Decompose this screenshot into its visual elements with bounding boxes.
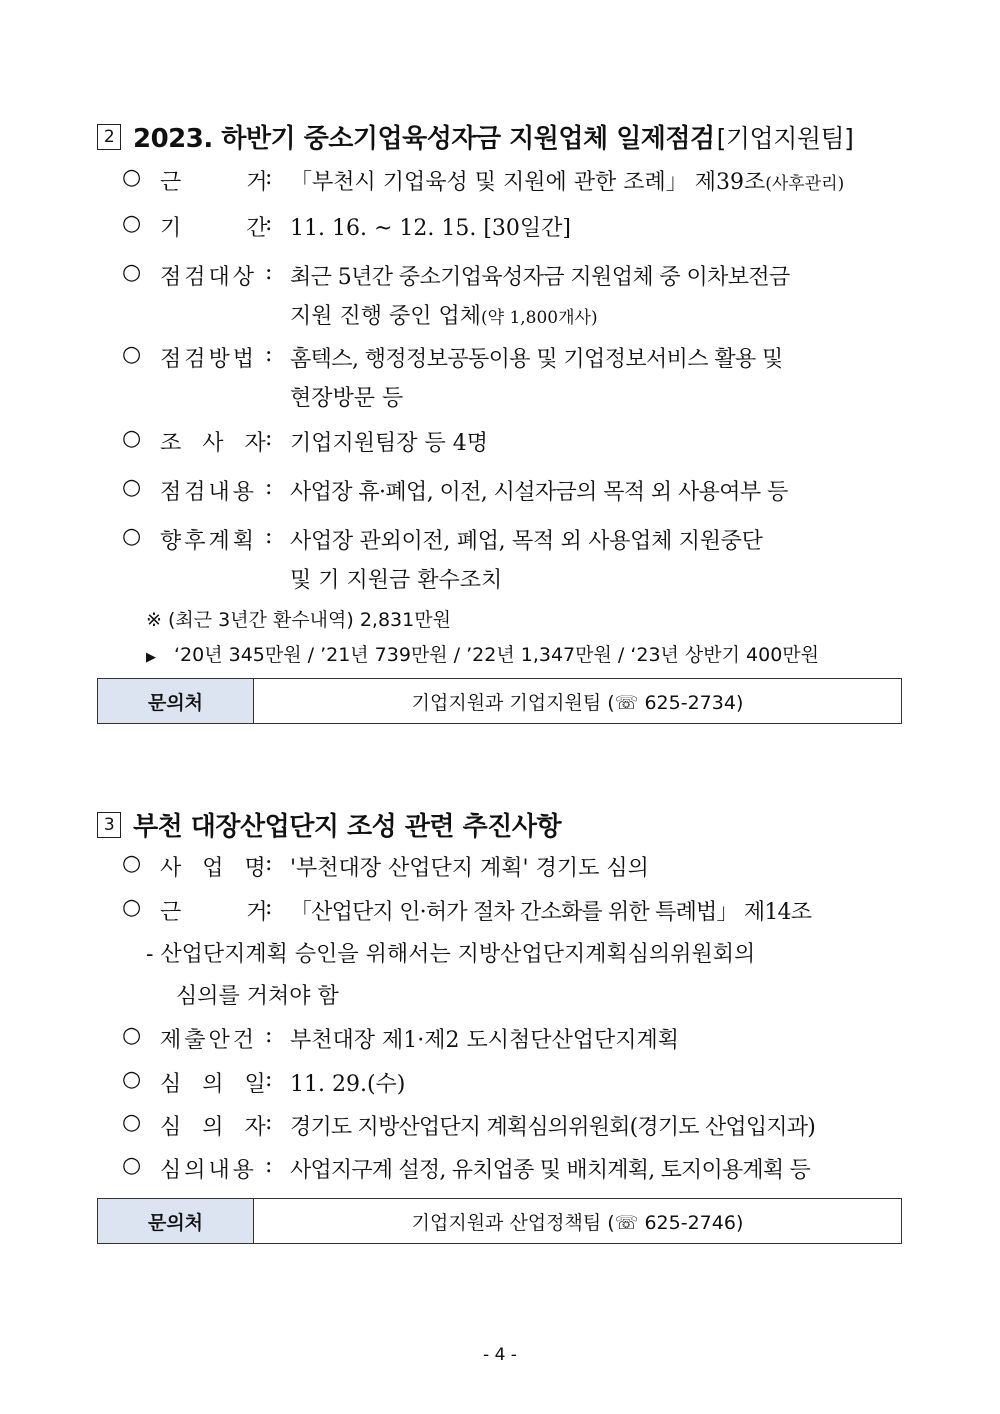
colon: :	[265, 260, 273, 285]
row-label: 심 의 일	[160, 1072, 266, 1097]
row-label: 향후계획	[160, 529, 258, 554]
section-2-heading	[97, 118, 853, 155]
row-label: 점검내용	[160, 480, 258, 505]
contact-box	[97, 678, 902, 724]
bullet-icon: ○	[122, 475, 142, 500]
colon: :	[265, 165, 273, 190]
bullet-icon: ○	[122, 342, 142, 367]
dash-note: - 산업단지계획 승인을 위해서는 지방산업단지계획심의위원회의	[146, 942, 756, 967]
row-label: 근 거	[160, 170, 268, 195]
row-label: 조 사 자	[160, 431, 266, 456]
bullet-icon: ○	[122, 1110, 142, 1135]
bullet-icon: ○	[122, 895, 142, 920]
colon: :	[265, 342, 273, 367]
row-value: 사업장 휴·폐업, 이전, 시설자금의 목적 외 사용여부 등	[290, 480, 788, 505]
row-value: 「부천시 기업육성 및 지원에 관한 조례」 제39조(사후관리)	[290, 170, 845, 195]
row-value: 사업장 관외이전, 폐업, 목적 외 사용업체 지원중단	[290, 529, 763, 554]
colon: :	[265, 1067, 273, 1092]
bullet-icon: ○	[122, 1067, 142, 1092]
colon: :	[265, 895, 273, 920]
bullet-icon: ○	[122, 851, 142, 876]
row-label: 심의내용	[160, 1158, 258, 1183]
bullet-icon: ○	[122, 1023, 142, 1048]
contact-value: 기업지원과 기업지원팀 (☏ 625-2734)	[411, 691, 744, 714]
row-value: 사업지구계 설정, 유치업종 및 배치계획, 토지이용계획 등	[290, 1158, 810, 1183]
contact-value: 기업지원과 산업정책팀 (☏ 625-2746)	[411, 1211, 744, 1234]
bullet-icon: ○	[122, 165, 142, 190]
row-value: 경기도 지방산업단지 계획심의위원회(경기도 산업입지과)	[290, 1115, 815, 1140]
triangle-bullet-icon: ▶	[146, 650, 156, 665]
row-value: 「산업단지 인·허가 절차 간소화를 위한 특례법」 제14조	[290, 900, 812, 925]
contact-box	[97, 1198, 902, 1244]
section-title: 부천 대장산업단지 조성 관련 추진사항	[133, 812, 562, 842]
row-value-cont: 및 기 지원금 환수조치	[290, 568, 503, 593]
row-label: 심 의 자	[160, 1115, 266, 1140]
row-value-cont: 지원 진행 중인 업체(약 1,800개사)	[290, 304, 598, 329]
bullet-icon: ○	[122, 524, 142, 549]
row-value-cont: 현장방문 등	[290, 386, 404, 411]
row-value: 홈텍스, 행정정보공동이용 및 기업정보서비스 활용 및	[290, 347, 783, 372]
row-label: 기 간	[160, 216, 268, 241]
row-label: 점검대상	[160, 265, 258, 290]
section-team: [기업지원팀]	[716, 123, 854, 153]
contact-label: 문의처	[98, 1199, 254, 1243]
row-label: 점검방법	[160, 347, 258, 372]
colon: :	[265, 851, 273, 876]
bullet-icon: ○	[122, 1153, 142, 1178]
section-number-box: 3	[97, 812, 121, 838]
bullet-icon: ○	[122, 426, 142, 451]
row-value: 부천대장 제1·제2 도시첨단산업단지계획	[290, 1028, 680, 1053]
section-number-box: 2	[97, 124, 121, 150]
colon: :	[265, 475, 273, 500]
colon: :	[265, 1153, 273, 1178]
bullet-icon: ○	[122, 260, 142, 285]
colon: :	[265, 211, 273, 236]
row-value: 11. 16. ~ 12. 15. [30일간]	[290, 216, 572, 241]
row-label: 근 거	[160, 900, 268, 925]
row-value: '부천대장 산업단지 계획' 경기도 심의	[290, 856, 649, 881]
contact-label: 문의처	[98, 679, 254, 723]
colon: :	[265, 1110, 273, 1135]
colon: :	[265, 1023, 273, 1048]
recovery-note: ※ (최근 3년간 환수내역) 2,831만원	[146, 609, 451, 631]
bullet-icon: ○	[122, 211, 142, 236]
section-title: 2023. 하반기 중소기업육성자금 지원업체 일제점검	[133, 124, 715, 154]
colon: :	[265, 426, 273, 451]
row-value: 기업지원팀장 등 4명	[290, 431, 488, 456]
row-label: 사 업 명	[160, 856, 266, 881]
page-number: - 4 -	[483, 1345, 517, 1365]
row-label: 제출안건	[160, 1028, 258, 1053]
row-value: 11. 29.(수)	[290, 1072, 406, 1097]
dash-note-cont: 심의를 거쳐야 함	[176, 984, 339, 1009]
recovery-history: ▶ ‘20년 345만원 / ’21년 739만원 / ’22년 1,347만원 / ‘23년 상반기 400만원	[146, 644, 820, 666]
section-3-heading	[97, 806, 561, 843]
colon: :	[265, 524, 273, 549]
row-value: 최근 5년간 중소기업육성자금 지원업체 중 이차보전금	[290, 265, 790, 290]
